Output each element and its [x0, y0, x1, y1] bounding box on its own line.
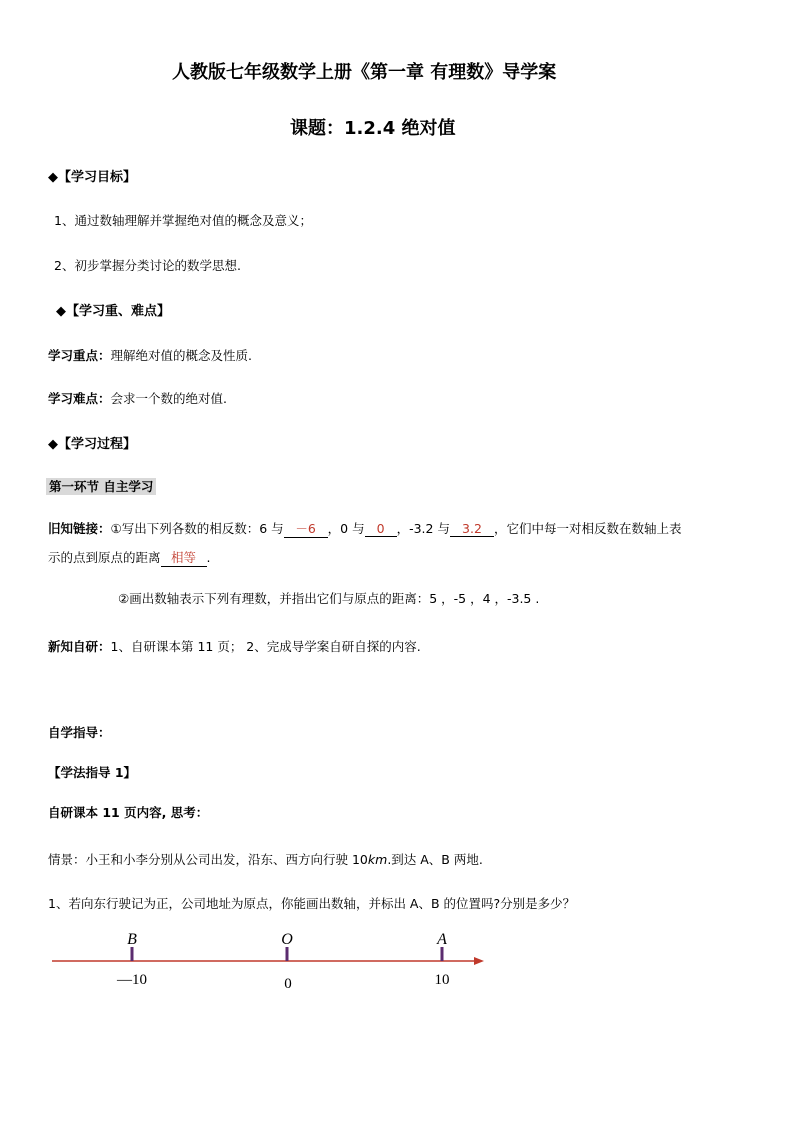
key-point-text: 理解绝对值的概念及性质.	[110, 348, 252, 363]
review-text-b: ，0 与	[327, 521, 365, 536]
process-header: ◆【学习过程】	[48, 437, 136, 452]
tick-value-b: —10	[117, 972, 147, 988]
new-study-line	[48, 637, 421, 655]
stage-highlight: 第一环节 自主学习	[46, 478, 156, 495]
page-title: 人教版七年级数学上册《第一章 有理数》导学案	[172, 62, 557, 83]
question-1: 1、若向东行驶记为正，公司地址为原点，你能画出数轴，并标出 A、B 的位置吗?分别是多少？	[48, 896, 576, 911]
stage-label	[46, 477, 156, 495]
goals-header: ◆【学习目标】	[48, 170, 136, 185]
scenario-text-b: .到达 A、B 两地.	[387, 852, 483, 867]
point-label-a: A	[437, 931, 447, 948]
point-label-o: O	[281, 931, 293, 948]
review-text-e: 示的点到原点的距离	[48, 550, 161, 565]
key-point-line	[48, 346, 252, 364]
answer-blank-1: －6	[284, 519, 328, 538]
difficulty-label: 学习难点：	[48, 391, 111, 406]
review-text-a: ①写出下列各数的相反数：6 与	[110, 521, 284, 536]
lesson-subtitle: 课题：1.2.4 绝对值	[290, 118, 456, 139]
new-study-label: 新知自研：	[48, 639, 111, 654]
goal-item-1: 1、通过数轴理解并掌握绝对值的概念及意义；	[54, 213, 312, 228]
number-line-arrow	[474, 957, 484, 965]
scenario-line	[48, 850, 483, 868]
guide-task: 自研课本 11 页内容, 思考：	[48, 805, 209, 820]
answer-blank-3: 3.2	[450, 521, 494, 537]
guide-label: 自学指导：	[48, 725, 111, 740]
review-line-1	[48, 519, 681, 538]
key-points-header: ◆【学习重、难点】	[56, 304, 170, 319]
scenario-unit: km	[367, 852, 388, 867]
difficulty-text: 会求一个数的绝对值.	[110, 391, 227, 406]
point-label-b: B	[127, 931, 137, 948]
review-text-f: .	[206, 550, 211, 565]
scenario-text-a: 情景：小王和小李分别从公司出发，沿东、西方向行驶 10	[48, 852, 368, 867]
number-line-figure	[40, 925, 500, 1000]
tick-value-o: 0	[284, 976, 292, 992]
key-point-label: 学习重点：	[48, 348, 111, 363]
answer-blank-4: 相等	[161, 548, 207, 567]
review-label: 旧知链接：	[48, 521, 111, 536]
new-study-text: 1、自研课本第 11 页； 2、完成导学案自研自探的内容.	[110, 639, 421, 654]
review-line-2	[48, 548, 211, 567]
answer-blank-2: 0	[365, 521, 397, 537]
review-line-3: ②画出数轴表示下列有理数，并指出它们与原点的距离：5 ，-5 ，4 ，-3.5 .	[118, 591, 540, 606]
review-text-d: ，它们中每一对相反数在数轴上表	[493, 521, 682, 536]
tick-value-a: 10	[434, 972, 450, 988]
review-text-c: ，-3.2 与	[396, 521, 450, 536]
guide-sub: 【学法指导 1】	[48, 765, 137, 780]
goal-item-2: 2、初步掌握分类讨论的数学思想.	[54, 258, 241, 273]
difficulty-line	[48, 389, 227, 407]
